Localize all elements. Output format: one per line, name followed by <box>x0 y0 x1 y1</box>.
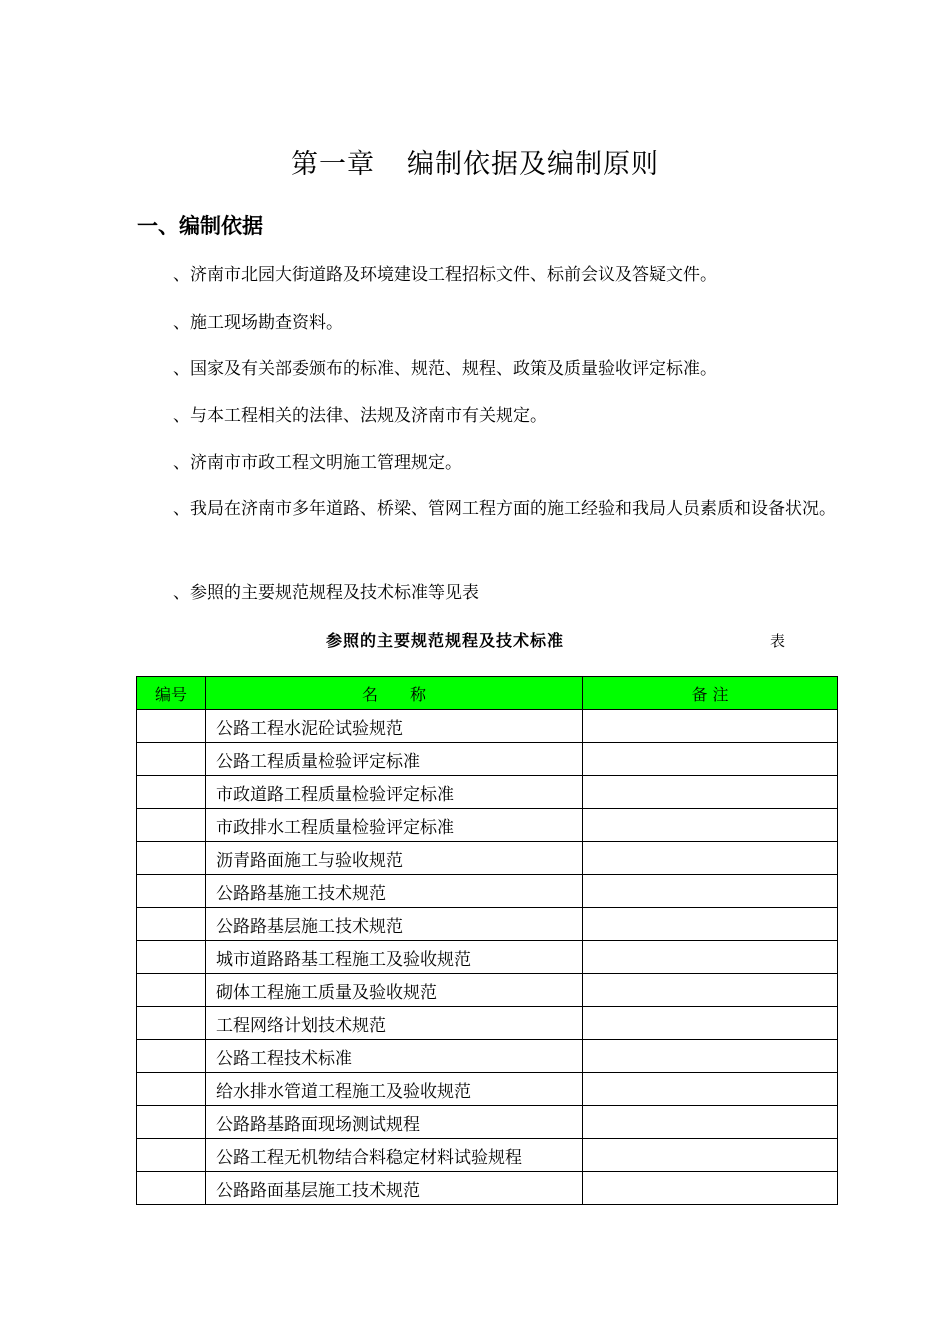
table-row <box>137 941 838 974</box>
header-number: 编号 <box>137 677 206 710</box>
table-row <box>137 1106 838 1139</box>
row-note <box>583 1007 838 1040</box>
table-row <box>137 1172 838 1205</box>
row-note <box>583 908 838 941</box>
row-name: 砌体工程施工质量及验收规范 <box>206 974 583 1007</box>
row-number <box>137 941 206 974</box>
header-name: 名 称 <box>206 677 583 710</box>
row-name: 沥青路面施工与验收规范 <box>206 842 583 875</box>
row-note <box>583 809 838 842</box>
chapter-number: 第一章 <box>291 149 375 180</box>
row-name: 公路路基层施工技术规范 <box>206 908 583 941</box>
basis-item: 、济南市市政工程文明施工管理规定。 <box>173 453 462 473</box>
row-note <box>583 875 838 908</box>
row-number <box>137 875 206 908</box>
table-row <box>137 1007 838 1040</box>
table-row <box>137 1139 838 1172</box>
row-name: 给水排水管道工程施工及验收规范 <box>206 1073 583 1106</box>
row-note <box>583 776 838 809</box>
row-note <box>583 842 838 875</box>
table-row <box>137 974 838 1007</box>
row-note <box>583 1073 838 1106</box>
table-row <box>137 875 838 908</box>
basis-item: 、济南市北园大街道路及环境建设工程招标文件、标前会议及答疑文件。 <box>173 265 717 285</box>
table-row <box>137 776 838 809</box>
row-name: 公路路基施工技术规范 <box>206 875 583 908</box>
basis-item: 、施工现场勘查资料。 <box>173 313 343 333</box>
row-note <box>583 1040 838 1073</box>
row-name: 市政排水工程质量检验评定标准 <box>206 809 583 842</box>
table-caption-suffix: 表 <box>770 632 786 650</box>
row-name: 市政道路工程质量检验评定标准 <box>206 776 583 809</box>
row-name: 公路路面基层施工技术规范 <box>206 1172 583 1205</box>
row-number <box>137 1073 206 1106</box>
basis-item: 、与本工程相关的法律、法规及济南市有关规定。 <box>173 406 547 426</box>
row-number <box>137 1172 206 1205</box>
row-number <box>137 809 206 842</box>
row-note <box>583 710 838 743</box>
row-note <box>583 1172 838 1205</box>
table-row <box>137 809 838 842</box>
basis-item: 、参照的主要规范规程及技术标准等见表 <box>173 583 479 603</box>
row-note <box>583 974 838 1007</box>
row-note <box>583 1106 838 1139</box>
row-number <box>137 776 206 809</box>
page-title <box>0 142 950 181</box>
table-row <box>137 710 838 743</box>
row-note <box>583 1139 838 1172</box>
basis-item: 、国家及有关部委颁布的标准、规范、规程、政策及质量验收评定标准。 <box>173 359 717 379</box>
table-row <box>137 743 838 776</box>
table-header-row <box>137 677 838 710</box>
table-row <box>137 1040 838 1073</box>
table-row <box>137 908 838 941</box>
row-name: 公路工程无机物结合料稳定材料试验规程 <box>206 1139 583 1172</box>
row-number <box>137 743 206 776</box>
table-caption-title: 参照的主要规范规程及技术标准 <box>326 631 565 650</box>
table-row <box>137 1073 838 1106</box>
header-note: 备 注 <box>583 677 838 710</box>
row-name: 公路路基路面现场测试规程 <box>206 1106 583 1139</box>
standards-table <box>136 676 838 1205</box>
row-note <box>583 743 838 776</box>
row-name: 公路工程质量检验评定标准 <box>206 743 583 776</box>
row-number <box>137 974 206 1007</box>
table-row <box>137 842 838 875</box>
row-name: 城市道路路基工程施工及验收规范 <box>206 941 583 974</box>
row-number <box>137 908 206 941</box>
row-name: 公路工程水泥砼试验规范 <box>206 710 583 743</box>
row-number <box>137 1040 206 1073</box>
section-heading: 一、编制依据 <box>137 214 263 238</box>
row-name: 公路工程技术标准 <box>206 1040 583 1073</box>
row-number <box>137 1007 206 1040</box>
row-number <box>137 1139 206 1172</box>
chapter-title: 编制依据及编制原则 <box>407 149 659 180</box>
row-number <box>137 842 206 875</box>
row-note <box>583 941 838 974</box>
row-number <box>137 710 206 743</box>
table-caption <box>0 628 950 654</box>
row-number <box>137 1106 206 1139</box>
basis-item: 、我局在济南市多年道路、桥梁、管网工程方面的施工经验和我局人员素质和设备状况。 <box>173 499 836 519</box>
row-name: 工程网络计划技术规范 <box>206 1007 583 1040</box>
